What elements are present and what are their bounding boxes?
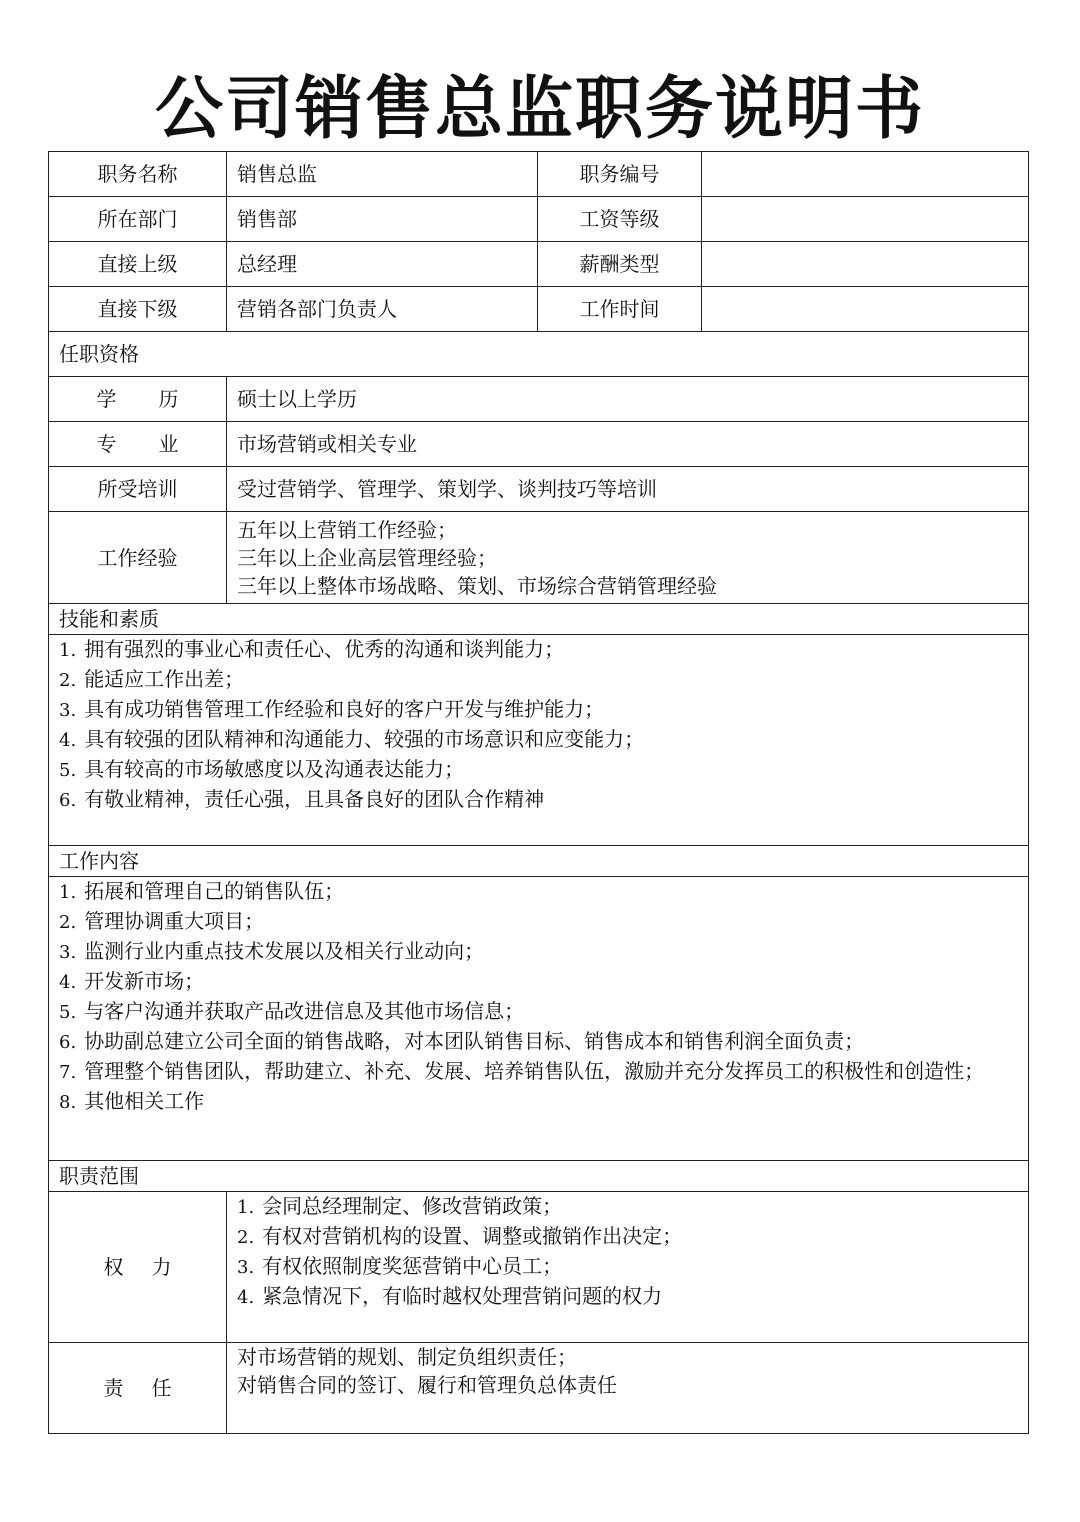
subordinate-value: 营销各部门负责人	[227, 287, 538, 332]
experience-line: 三年以上整体市场战略、策划、市场综合营销管理经验	[237, 573, 717, 598]
job-code-label: 职务编号	[538, 152, 702, 197]
pay-type-value	[702, 242, 1029, 287]
dept-label: 所在部门	[49, 197, 227, 242]
major-label-2: 业	[158, 432, 179, 456]
resp-label-2: 任	[151, 1376, 172, 1400]
training-value: 受过营销学、管理学、策划学、谈判技巧等培训	[227, 467, 1029, 512]
superior-label: 直接上级	[49, 242, 227, 287]
list-item: 2. 管理协调重大项目；	[59, 909, 265, 933]
row-power	[49, 1192, 1029, 1343]
education-label	[49, 377, 227, 422]
power-label	[49, 1192, 227, 1343]
salary-grade-label: 工资等级	[538, 197, 702, 242]
subordinate-label: 直接下级	[49, 287, 227, 332]
qualifications-header: 任职资格	[49, 332, 1029, 377]
experience-line: 三年以上企业高层管理经验；	[237, 545, 497, 570]
list-item: 5. 与客户沟通并获取产品改进信息及其他市场信息；	[59, 999, 525, 1023]
scope-header: 职责范围	[49, 1161, 1029, 1192]
experience-value	[227, 512, 1029, 604]
job-code-value	[702, 152, 1029, 197]
list-item: 1. 会同总经理制定、修改营销政策；	[237, 1194, 563, 1218]
row-qualifications-header	[49, 332, 1029, 377]
list-item: 对销售合同的签订、履行和管理负总体责任	[237, 1373, 617, 1397]
education-value: 硕士以上学历	[227, 377, 1029, 422]
salary-grade-value	[702, 197, 1029, 242]
major-label	[49, 422, 227, 467]
experience-label: 工作经验	[49, 512, 227, 604]
row-skills-header	[49, 604, 1029, 635]
list-item: 7. 管理整个销售团队，帮助建立、补充、发展、培养销售队伍，激励并充分发挥员工的积极性和创造性；	[59, 1059, 985, 1083]
power-label-2: 力	[151, 1255, 172, 1279]
major-label-1: 专	[96, 432, 117, 456]
list-item: 2. 能适应工作出差；	[59, 667, 245, 691]
major-value: 市场营销或相关专业	[227, 422, 1029, 467]
work-time-value	[702, 287, 1029, 332]
row-subordinate	[49, 287, 1029, 332]
skills-header: 技能和素质	[49, 604, 1029, 635]
power-list	[227, 1192, 1029, 1343]
row-scope-header	[49, 1161, 1029, 1192]
work-time-label: 工作时间	[538, 287, 702, 332]
job-description-table	[48, 151, 1029, 1434]
job-name-value: 销售总监	[227, 152, 538, 197]
list-item: 5. 具有较高的市场敏感度以及沟通表达能力；	[59, 757, 465, 781]
row-responsibility	[49, 1343, 1029, 1434]
list-item: 2. 有权对营销机构的设置、调整或撤销作出决定；	[237, 1224, 683, 1248]
list-item: 4. 具有较强的团队精神和沟通能力、较强的市场意识和应变能力；	[59, 727, 645, 751]
superior-value: 总经理	[227, 242, 538, 287]
row-department	[49, 197, 1029, 242]
training-label: 所受培训	[49, 467, 227, 512]
row-training	[49, 467, 1029, 512]
row-duties-header	[49, 846, 1029, 877]
list-item: 1. 拥有强烈的事业心和责任心、优秀的沟通和谈判能力；	[59, 637, 565, 661]
page-title: 公司销售总监职务说明书	[154, 70, 925, 149]
duties-header: 工作内容	[49, 846, 1029, 877]
row-superior	[49, 242, 1029, 287]
row-skills	[49, 635, 1029, 846]
list-item: 4. 紧急情况下，有临时越权处理营销问题的权力	[237, 1284, 663, 1308]
education-label-2: 历	[158, 387, 179, 411]
skills-list	[49, 635, 1029, 846]
list-item: 1. 拓展和管理自己的销售队伍；	[59, 879, 345, 903]
list-item: 6. 有敬业精神，责任心强，且具备良好的团队合作精神	[59, 787, 545, 811]
power-label-1: 权	[103, 1255, 124, 1279]
list-item: 3. 监测行业内重点技术发展以及相关行业动向；	[59, 939, 485, 963]
job-name-label: 职务名称	[49, 152, 227, 197]
responsibility-list	[227, 1343, 1029, 1434]
row-duties	[49, 877, 1029, 1161]
list-item: 3. 有权依照制度奖惩营销中心员工；	[237, 1254, 563, 1278]
experience-line: 五年以上营销工作经验；	[237, 517, 457, 542]
duties-list	[49, 877, 1029, 1161]
responsibility-label	[49, 1343, 227, 1434]
list-item: 3. 具有成功销售管理工作经验和良好的客户开发与维护能力；	[59, 697, 605, 721]
list-item: 对市场营销的规划、制定负组织责任；	[237, 1345, 577, 1369]
list-item: 8. 其他相关工作	[59, 1089, 205, 1113]
list-item: 4. 开发新市场；	[59, 969, 205, 993]
list-item: 6. 协助副总建立公司全面的销售战略，对本团队销售目标、销售成本和销售利润全面负责；	[59, 1029, 865, 1053]
row-major	[49, 422, 1029, 467]
row-experience	[49, 512, 1029, 604]
pay-type-label: 薪酬类型	[538, 242, 702, 287]
row-job-name	[49, 152, 1029, 197]
education-label-1: 学	[96, 387, 117, 411]
dept-value: 销售部	[227, 197, 538, 242]
row-education	[49, 377, 1029, 422]
resp-label-1: 责	[103, 1376, 124, 1400]
